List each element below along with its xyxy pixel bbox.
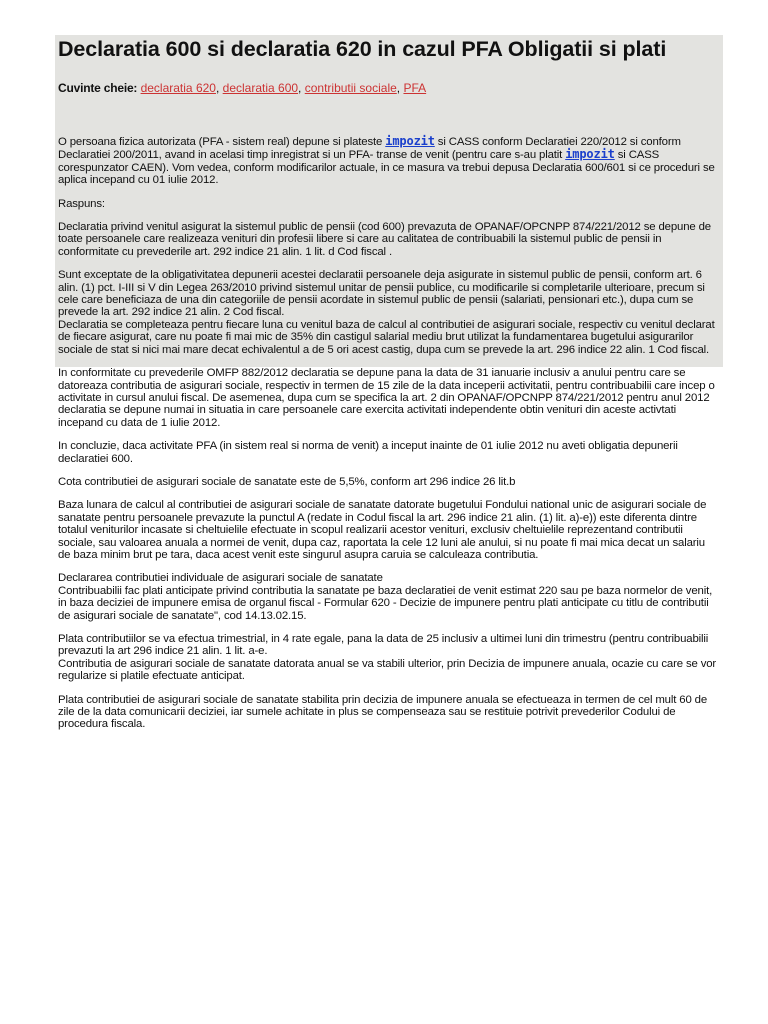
paragraph-completare: Declaratia se completeaza pentru fiecare luna cu venitul baza de calcul al contributiei de asigurari sociale, respectiv cu venitul declarat de fiecare asigurat, care nu poate fi mai mic de 35% din castigul salarial mediu brut utilizat la fundamentarea bugetului asigurarilor sociale de stat si nici mai mare decat echivalentul a de 5 ori acest castig, dupa cum se prevede la art. 296 indice 22 alin. 1 Cod fiscal.	[58, 318, 715, 356]
keyword-separator: ,	[396, 81, 401, 95]
paragraph-declarare-heading: Declararea contributiei individuale de asigurari sociale de sanatate	[58, 572, 383, 585]
keywords-line	[58, 81, 720, 95]
question-text: O persoana fizica autorizata (PFA - sistem real) depune si plateste	[58, 136, 386, 148]
keyword-link-declaratia-600[interactable]: declaratia 600	[222, 81, 299, 95]
keywords-label: Cuvinte cheie:	[58, 81, 138, 95]
article-body	[58, 36, 720, 731]
keyword-link-pfa[interactable]: PFA	[403, 81, 427, 95]
paragraph-plati-anticipate: Contribuabilii fac plati anticipate privind contributia la sanatate pe baza declaratiei de venit estimat 220 sau pe baza normelor de venit, in baza deciziei de impunere emisa de organul fiscal - Formular 620 - Decizie de impunere pentru plati anticipate cu titlu de contributii de asigurari sociale de sanatate", cod 14.13.02.15.	[58, 584, 713, 622]
keyword-link-contributii-sociale[interactable]: contributii sociale	[304, 81, 397, 95]
question-text: si CASS conform Declaratiei 220/2012 si conform Declaratiei 200/2011, avand in acelasi timp inregistrat si un PFA- transe de venit (pentru care s-au platit	[58, 136, 681, 162]
paragraph-decizie-anuala: Contributia de asigurari sociale de sanatate datorata anual se va stabili ulterior, prin Decizia de impunere anuala, ocazie cu care se vor regularize si platile efectuate anticipat.	[58, 657, 717, 683]
keyword-separator: ,	[298, 81, 302, 95]
paragraph-declaratia-600: Declaratia privind venitul asigurat la sistemul public de pensii (cod 600) prevazuta de OPANAF/OPCNPP 874/221/2012 se depune de toate persoanele care realizeaza venituri din profesii libere si care au calitatea de contribuabili la sistemul public de pensii in conformitate cu prevederile art. 292 indice 21 alin. 1 lit. d Cod fiscal .	[58, 221, 711, 258]
paragraph-termen-plata: Plata contributiei de asigurari sociale de sanatate stabilita prin decizia de impunere anuala se efectueaza in termen de cel mult 60 de zile de la data comunicarii deciziei, iar sumele achitate in plus se compenseaza sau se restituie potrivit prevederilor Codului de procedura fiscala.	[58, 693, 708, 731]
paragraph-concluzie: In concluzie, daca activitate PFA (in sistem real si norma de venit) a inceput inainte de 01 iulie 2012 nu aveti obligatia depunerii declaratiei 600.	[58, 440, 678, 465]
impozit-link[interactable]: impozit	[565, 147, 615, 162]
paragraph-termen-depunere: In conformitate cu prevederile OMFP 882/2012 declaratia se depune pana la data de 31 ianuarie inclusiv a anului pentru care se datoreaza contributia de asigurari sociale, respectiv in termen de 15 zile de la data inceperii activitatii, pentru contribuabilii care incep o activitate in cursul anului fiscal. De asemenea, dupa cum se specifica la art. 2 din OPANAF/OPCNPP 874/221/2012 pentru anul 2012 declaratia se depune numai in situatia in care persoanele care exercita activitati independente obtin venituri din aceste activtati incepand cu data de 1 iulie 2012.	[58, 367, 715, 429]
question-paragraph	[58, 135, 720, 187]
answer-label: Raspuns:	[58, 197, 105, 210]
paragraph-baza-calcul: Baza lunara de calcul al contributiei de asigurari sociale de sanatate datorate bugetului Fondului national unic de asigurari sociale de sanatate pentru persoanele prevazute la punctul A (redate in Codul fiscal la art. 296 indice 21 alin. (1) lit. a)-e)) este diferenta dintre totalul veniturilor incasate si cheltuielile efectuate in scopul realizarii acestor venituri, exclusiv cheltuielile reprezentand contributii sociale, sau valoarea anuala a normei de venit, dupa caz, raportata la cele 12 luni ale anului, si nu poate fi mai mica decat un salariu de baza minim brut pe tara, daca acest venit este singurul asupra caruia se calculeaza contributia.	[58, 499, 707, 561]
paragraph-cota-cass: Cota contributiei de asigurari sociale de sanatate este de 5,5%, conform art 296 indice 26 lit.b	[58, 475, 516, 488]
paragraph-exceptii: Sunt exceptate de la obligativitatea depunerii acestei declaratii persoanele deja asigurate in sistemul public de pensii, conform art. 6 alin. (1) pct. I-III si V din Legea 263/2010 privind sistemul unitar de pensii publice, cu modificarile si completarile ulterioare, precum si cele care beneficiaza de una din categoriile de pensii acordate in sistemul public de pensii (salariati, pensionari etc.), dupa cum se prevede la art. 292 indice 21 alin. 2 Cod fiscal.	[58, 269, 705, 319]
question-text: si CASS corespunzator CAEN). Vom vedea, conform modificarilor actuale, in ce masura va trebui depusa Declaratia 600/601 si ce proceduri se aplica incepand cu 01 iulie 2012.	[58, 149, 715, 187]
impozit-link[interactable]: impozit	[385, 134, 435, 148]
paragraph-plata-trimestriala: Plata contributiilor se va efectua trimestrial, in 4 rate egale, pana la data de 25 inclusiv a ultimei luni din trimestru (pentru contribuabilii prevazuti la art 296 indice 21 alin. 1 lit. a-e.	[58, 633, 709, 658]
keyword-separator: ,	[215, 81, 220, 95]
page-title: Declaratia 600 si declaratia 620 in cazul PFA Obligatii si plati	[58, 37, 667, 61]
keyword-link-declaratia-620[interactable]: declaratia 620	[140, 81, 216, 95]
